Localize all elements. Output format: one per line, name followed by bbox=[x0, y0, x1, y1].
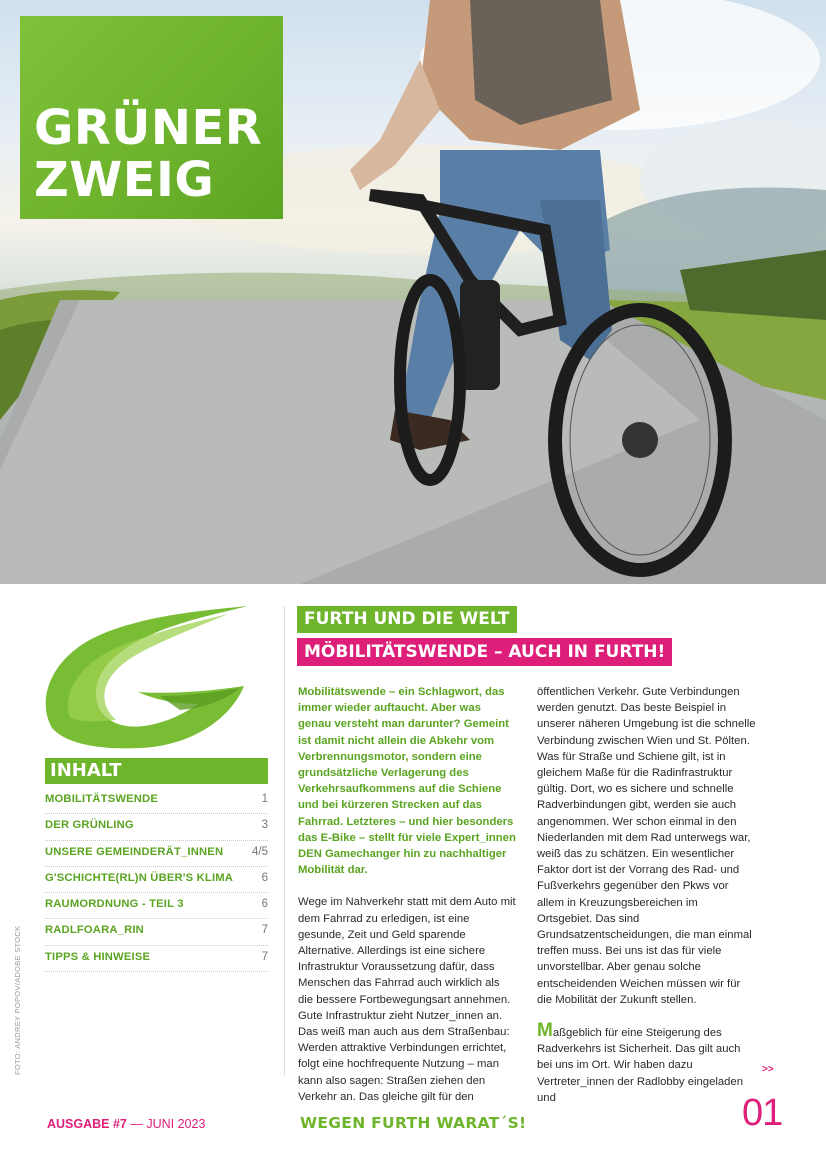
toc-item[interactable] bbox=[45, 867, 268, 893]
toc-item-page: 7 bbox=[261, 950, 268, 963]
page-number: 01 bbox=[742, 1092, 783, 1134]
issue-number: AUSGABE #7 bbox=[47, 1117, 127, 1131]
article-kicker: FURTH UND DIE WELT bbox=[297, 606, 517, 633]
toc-item-label: RADLFOARA_RIN bbox=[45, 924, 144, 937]
magazine-title-line1: GRÜNER bbox=[34, 100, 263, 156]
article-paragraph: öffentlichen Verkehr. Gute Verbindungen werden genutzt. Das beste Beispiel in unserer näheren Umgebung ist die schnelle Verbindung zwischen Wien und St. Pölten. Was für Straße und Schiene gilt, ist in gleichem Maße für die Radinfrastruktur gültig. Dort, wo es sichere und schnelle Radverbindungen gibt, werden sie auch angenommen. Wer schon einmal in den Niederlanden mit dem Rad unterwegs war, weiß das zu schätzen. Ein wesentlicher Faktor dort ist der Vorrang des Rad- und Fußverkehrs gegenüber den Pkws vor allem in Kreuzungsbereichen im Ortsgebiet. Das sind Grundsatzentscheidungen, die man einmal treffen muss. Bei uns ist das für viele unvorstellbar. Aber genau solche entscheidenden Weichen müssen wir für die Mobilität der Zukunft stellen. bbox=[537, 686, 756, 1006]
issue-date: — JUNI 2023 bbox=[126, 1117, 206, 1131]
toc-item-label: MOBILITÄTSWENDE bbox=[45, 793, 159, 805]
toc-item-label: UNSERE GEMEINDERÄT_INNEN bbox=[45, 845, 224, 858]
toc-item-page: 4/5 bbox=[252, 845, 268, 858]
toc-item[interactable] bbox=[45, 946, 268, 972]
toc-item[interactable] bbox=[45, 788, 268, 814]
issue-info bbox=[47, 1117, 205, 1131]
toc-item-label: DER GRÜNLING bbox=[45, 819, 134, 832]
toc-heading: INHALT bbox=[45, 758, 268, 784]
toc-item[interactable] bbox=[45, 919, 268, 945]
toc-item[interactable] bbox=[45, 814, 268, 840]
article-paragraph bbox=[537, 1020, 756, 1106]
toc-item-page: 3 bbox=[261, 819, 268, 832]
toc-item-label: RAUMORDNUNG - TEIL 3 bbox=[45, 898, 184, 911]
article-paragraph: Wege im Nahverkehr statt mit dem Auto mit dem Fahrrad zu erledigen, ist eine gesunde, Zeit und Geld sparende Alternative. Allerdings ist eine sichere Infrastruktur Voraussetzung dafür, dass Menschen das Fahrrad auch wirklich als die bessere Fortbewegungsart annehmen. Gute Infrastruktur zieht Nutzer_innen an. Das weiß man auch aus dem Straßenbau: Werden attraktive Verbindungen errichtet, folgt eine hochfrequente Nutzung – man kann also sagen: Straßen ziehen den Verkehr an. Das gleiche gilt für den bbox=[298, 896, 516, 1103]
article-column-1 bbox=[298, 684, 517, 1121]
continue-arrow-icon[interactable]: >> bbox=[762, 1064, 774, 1075]
article-headline: MÖBILITÄTSWENDE – AUCH IN FURTH! bbox=[297, 638, 672, 666]
cover-photo bbox=[0, 0, 826, 584]
article-lead: Mobilitätswende – ein Schlagwort, das immer wieder auftaucht. Aber was genau versteht man darunter? Gemeint ist damit nicht allein die Abkehr vom Verbrennungsmotor, sondern eine grundsätzliche Verlagerung des Verkehrsaufkommens auf die Schiene und bei kürzeren Strecken auf das Fahrrad. Letzteres – und hier besonders das E-Bike – stellt für viele Expert_innen DEN Gamechanger hin zu nachhaltiger Mobilität dar. bbox=[298, 686, 516, 877]
photo-credit: FOTO: ANDREY POPOV/ADOBE STOCK bbox=[13, 925, 22, 1075]
magazine-title-line2: ZWEIG bbox=[34, 152, 215, 208]
toc-item-page: 7 bbox=[261, 924, 268, 937]
toc-item-label: G'SCHICHTE(RL)N ÜBER'S KLIMA bbox=[45, 871, 234, 884]
table-of-contents bbox=[45, 788, 268, 972]
toc-item-label: TIPPS & HINWEISE bbox=[45, 950, 151, 963]
green-g-logo-icon bbox=[40, 600, 255, 750]
toc-item-page: 1 bbox=[261, 793, 268, 805]
article-column-2 bbox=[537, 684, 756, 1122]
toc-item-page: 6 bbox=[261, 871, 268, 884]
drop-cap: M bbox=[537, 1020, 553, 1042]
toc-item-page: 6 bbox=[261, 898, 268, 911]
magazine-title-box bbox=[20, 16, 283, 219]
toc-item[interactable] bbox=[45, 841, 268, 867]
toc-item[interactable] bbox=[45, 893, 268, 919]
footer-slogan: WEGEN FURTH WARAT´S! bbox=[300, 1114, 527, 1132]
column-divider bbox=[284, 606, 285, 1076]
article-paragraph-text: aßgeblich für eine Steigerung des Radverkehrs ist Sicherheit. Das gilt auch bei uns im Ort. Wir haben dazu Vertreter_innen der Radlobby eingeladen und bbox=[537, 1027, 744, 1104]
